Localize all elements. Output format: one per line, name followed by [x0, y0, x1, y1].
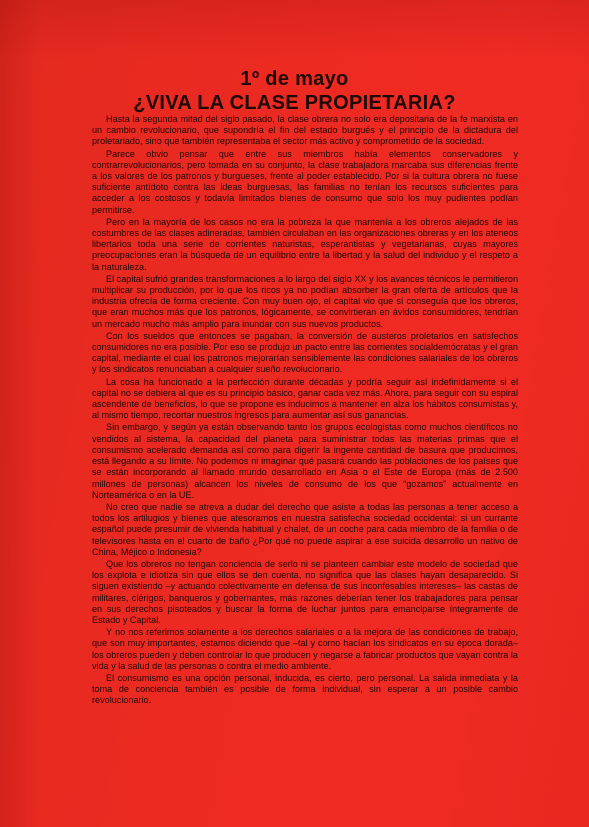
- document-body: [92, 114, 518, 707]
- paper-shadow-left: [0, 0, 40, 827]
- paragraph: Parece obvio pensar que entre sus miembros había elementos conservadores y contrarrevolucionarios, pero tomada en su conjunto, la clase trabajadora marcaba sus diferencias frente a los valores de los patronos y burgueses, frente al poder establecido. Por si la cultura obrera no fuese suficiente antídoto contra las ideas burguesas, las familias no tenían los recursos suficientes para acceder a los costosos y todavía limitados bienes de consumo que solo los muy pudientes podían permitirse.: [92, 148, 518, 215]
- paragraph: Sin embargo, y según ya están observando tanto los grupos ecologistas como muchos científicos no vendidos al sistema, la capacidad del planeta para suministrar todas las materias primas que el consumismo acelerado demanda así como para digerir la ingente cantidad de basura que producimos, está llegando a su límite. No podemos ni imaginar qué pasará cuando las poblaciones de los países que se están incorporando al llamado mundo desarrollado en Asia o el Este de Europa (más de 2.500 millones de personas) alcancen los niveles de consumo de los que “gozamos” actualmente en Norteamérica o en la UE.: [92, 422, 518, 500]
- paragraph: Y no nos referimos solamente a los derechos salariales o a la mejora de las condiciones de trabajo, que son muy importantes, estamos diciendo que –tal y como hacían los sindicatos en su época dorada– los obreros pueden y deben controlar lo que producen y negarse a fabricar productos que vayan contra la vida y la salud de las personas o contra el medio ambiente.: [92, 627, 518, 671]
- paper-shadow-top: [0, 0, 589, 60]
- paragraph: El capital sufrió grandes transformaciones a lo largo del siglo XX y los avances técnicos le permitieron multiplicar su producción, por lo que los ricos ya no podían absorber la gran oferta de artículos que la industria ofrecía de forma creciente. Con muy buen ojo, el capital vio que sí conseguía que los obreros, que eran muchos más que los patronos, lógicamente, se convirtieran en ávidos consumidores, tendrían un mercado mucho más amplio para inundar con sus nuevos productos.: [92, 273, 518, 329]
- paragraph: No creo que nadie se atreva a dudar del derecho que asiste a todas las personas a tener acceso a todos los artilugios y bienes que atesoramos en nuestra satisfecha sociedad occidental: si un currante español puede presumir de vivienda habitual y chalet, de un coche para cada miembro de la familia o de televisores hasta en el cuarto de baño ¿Por qué no puede aspirar a ese suicida desarrollo un nativo de China, Méjico o Indonesia?: [92, 501, 518, 557]
- paragraph: El consumismo es una opción personal, inducida, es cierto, pero personal. La salida inmediata y la toma de conciencia también es posible de forma individual, sin esperar a un posible cambio revolucionario.: [92, 672, 518, 706]
- paragraph: Hasta la segunda mitad del siglo pasado, la clase obrera no solo era depositaria de la fe marxista en un cambio revolucionario, que supondría el fin del estado burgués y el principio de la dictadura del proletariado, sino que también representaba el sector más activo y comprometido de la sociedad.: [92, 114, 518, 147]
- paragraph: Con los sueldos que entonces se pagaban, la conversión de austeros proletarios en satisfechos consumidores no era posible. Por eso se produjo un pacto entre las corrientes socialdemócratas y el gran capital, mediante el cual los patronos mejorarían sensiblemente las condiciones salariales de los obreros y los sindicatos renunciaban a cualquier sueño revolucionario.: [92, 330, 518, 375]
- paragraph: Que los obreros no tengan conciencia de serlo ni se planteen cambiar este modelo de sociedad que los explota e idiotiza sin que ellos se den cuenta, no significa que las clases hayan desaparecido. Si siguen existiendo –y actuando colectivamente en defensa de sus inconfesables intereses– las castas de militares, clérigos, banqueros y gobernantes, más razones deberían tener los trabajadores para pensar en sus derechos pisoteados y buscar la forma de luchar juntos para emanciparse íntegramente de Estado y Capital.: [92, 558, 518, 625]
- paragraph: Pero en la mayoría de los casos no era la pobreza la que mantenía a los obreros alejados de las costumbres de las clases adineradas, también circulaban en las organizaciones obreras y en los ateneos libertarios toda una serie de corrientes naturistas, esperantistas y vegetarianas, cuyas mayores preocupaciones eran la búsqueda de un equilibrio entre la libertad y la salud del individuo y el respeto a la naturaleza.: [92, 216, 518, 272]
- document-headline: ¿VIVA LA CLASE PROPIETARIA?: [133, 92, 456, 114]
- document-date-title: 1º de mayo: [240, 68, 349, 90]
- paragraph: La cosa ha funcionado a la perfección durante décadas y podría seguir así indefinidamente si el capital no se debiera al que es su principio básico, ganar cada vez más. Ahora, para seguir con su espiral ascendente de beneficios, lo que se propone es inducimos a mantener en alza los hábitos consumistas y, al mismo tiempo, recortar nuestros ingresos para aumentar así sus ganancias.: [92, 376, 518, 421]
